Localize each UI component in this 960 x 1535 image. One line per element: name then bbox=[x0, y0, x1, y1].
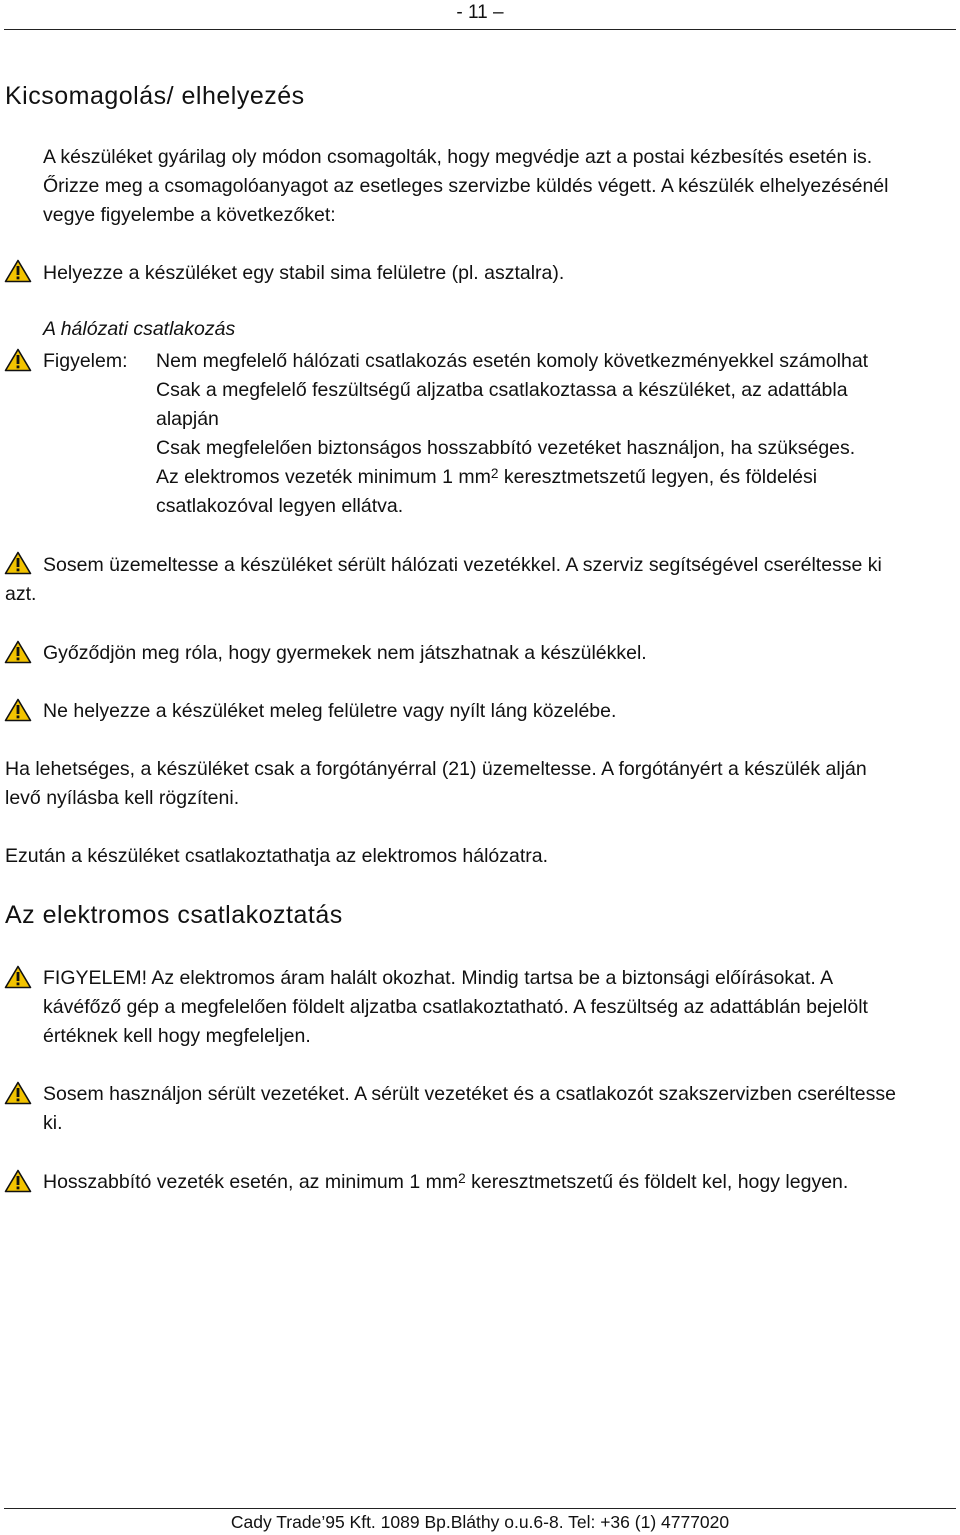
subtitle-mains-connection: A hálózati csatlakozás bbox=[43, 318, 236, 340]
attention-paragraph bbox=[156, 347, 868, 521]
extension-cable-text: Hosszabbító vezeték esetén, az minimum 1 $mm^2$ keresztmetszetű és földelt kel, hogy legyen. bbox=[43, 1171, 849, 1193]
warning-triangle-icon bbox=[4, 698, 32, 722]
header-rule bbox=[4, 29, 956, 30]
warning-triangle-icon bbox=[4, 1081, 32, 1105]
warning-triangle-icon bbox=[4, 640, 32, 664]
warning-triangle-icon bbox=[4, 551, 32, 575]
section-title-electric: Az elektromos csatlakoztatás bbox=[5, 901, 343, 929]
cable-requirement-line: Az elektromos vezeték minimum 1 $mm^2$ keresztmetszetű legyen, és földelési bbox=[156, 466, 818, 488]
page-number: - 11 – bbox=[456, 2, 504, 23]
section-title-unpacking: Kicsomagolás/ elhelyezés bbox=[5, 82, 305, 110]
intro-line: A készüléket gyárilag oly módon csomagolták, hogy megvédje azt a postai kézbesítés esetén is. bbox=[43, 146, 873, 168]
warning-damaged-cable-cont: azt. bbox=[5, 583, 37, 605]
footer-company-info: Cady Trade’95 Kft. 1089 Bp.Bláthy o.u.6-8. Tel: +36 (1) 4777020 bbox=[230, 1512, 730, 1532]
attention-line: Nem megfelelő hálózati csatlakozás esetén komoly következményekkel számolhat bbox=[156, 350, 869, 372]
cable-requirement-line2: csatlakozóval legyen ellátva. bbox=[156, 495, 404, 517]
connect-paragraph: Ezután a készüléket csatlakoztathatja az elektromos hálózatra. bbox=[5, 845, 549, 867]
warning-surface-text: Helyezze a készüléket egy stabil sima felületre (pl. asztalra). bbox=[43, 262, 565, 284]
turntable-paragraph: Ha lehetséges, a készüléket csak a forgótányérral (21) üzemeltesse. A forgótányért a készülék alján levő nyílásba kell rögzíteni. bbox=[5, 758, 867, 809]
intro-line: vegye figyelembe a következőket: bbox=[43, 204, 336, 226]
attention-line: Csak megfelelően biztonságos hosszabbító vezetéket használjon, ha szükséges. bbox=[156, 437, 856, 459]
warning-damaged-cable: Sosem üzemeltesse a készüléket sérült hálózati vezetékkel. A szerviz segítségével cseréltesse ki bbox=[43, 554, 882, 576]
warning-triangle-icon bbox=[4, 348, 32, 372]
intro-line: Őrizze meg a csomagolóanyagot az esetleges szervizbe küldés végett. A készülék elhelyezésénél bbox=[43, 175, 889, 197]
warning-triangle-icon bbox=[4, 259, 32, 283]
warning-electric-paragraph: FIGYELEM! Az elektromos áram halált okozhat. Mindig tartsa be a biztonsági előírásokat. A kávéfőző gép a megfelelően földelt aljzatba csatlakoztatható. A feszültség az adattáblán bejelölt értéknek kell hogy megfeleljen. bbox=[43, 967, 868, 1047]
attention-line: Csak a megfelelő feszültségű aljzatba csatlakoztassa a készüléket, az adattábla bbox=[156, 379, 848, 401]
intro-paragraph bbox=[43, 143, 888, 230]
warning-heat-text: Ne helyezze a készüléket meleg felületre vagy nyílt láng közelébe. bbox=[43, 700, 617, 722]
warning-cables-paragraph: Sosem használjon sérült vezetéket. A sérült vezetéket és a csatlakozót szakszervizben cseréltesse ki. bbox=[43, 1083, 897, 1134]
warning-children-text: Győződjön meg róla, hogy gyermekek nem játszhatnak a készülékkel. bbox=[43, 642, 647, 664]
warning-triangle-icon bbox=[4, 1169, 32, 1193]
attention-line: alapján bbox=[156, 408, 219, 430]
warning-triangle-icon bbox=[4, 965, 32, 989]
footer-rule bbox=[4, 1508, 956, 1509]
attention-label: Figyelem: bbox=[43, 350, 128, 372]
